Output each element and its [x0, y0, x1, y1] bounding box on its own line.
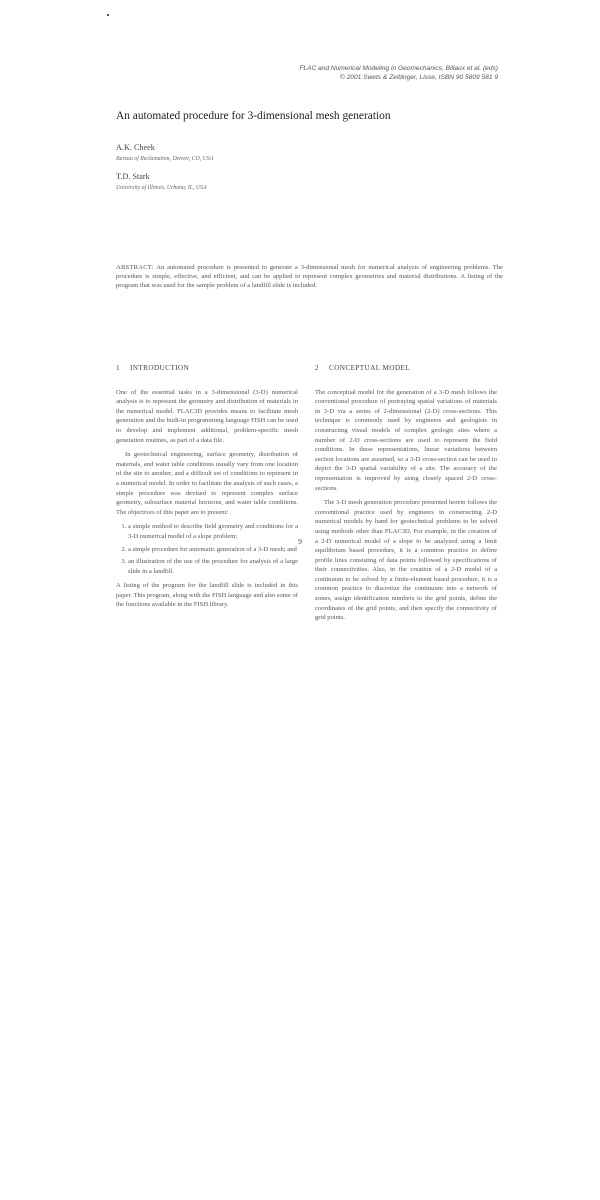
author-name-1: A.K. Cheek: [116, 143, 155, 152]
author-affiliation-2: University of Illinois, Urbana, IL, USA: [116, 185, 207, 191]
abstract: [116, 263, 503, 291]
section-title: CONCEPTUAL MODEL: [329, 364, 411, 372]
header-line-2: © 2001 Swets & Zeitlinger, Lisse, ISBN 90 5809 581 9: [339, 74, 498, 81]
list-item: 3. an illustration of the use of the procedure for analysis of a large slide in a landfill.: [128, 557, 298, 576]
paragraph: A listing of the program for the landfill slide is included in this paper. This program, along with the FISH language and also some of the functions available in the FISH library.: [116, 582, 298, 609]
abstract-label: ABSTRACT:: [116, 264, 154, 271]
paragraph: The 3-D mesh generation procedure presented herein follows the conventional practice used by engineers in constructing 2-D numerical models by hand for geotechnical problems to be solved using methods other than FLAC3D. For example, in the creation of a 2-D numerical model of a slope to be analyzed using a limit equilibrium based procedure, it is a common practice to define profile lines consisting of data points followed by specifications of their connectivities. Also, in the creation of a 2-D model of a continuum to be solved by a finite-element based procedure, it is a common practice to discretize the continuum into a network of zones, assign identification numbers to the grid points, define the coordinates of the grid points, and then specify the connectivity of grid points.: [315, 499, 497, 622]
abstract-text: An automated procedure is presented to generate a 3-dimensional mesh for numerical analysis of engineering problems. The procedure is simple, effective, and efficient, and can be applied to represent complex geometries and material distributions. A listing of the program that was used for the sample problem of a landfill slide is included.: [116, 264, 503, 290]
objectives-list: [116, 522, 298, 576]
right-column: [315, 364, 497, 628]
author-affiliation-1: Bureau of Reclamation, Denver, CO, USA: [116, 156, 214, 162]
scan-speck: [107, 14, 109, 16]
list-item: 2. a simple procedure for automatic generation of a 3-D mesh; and: [128, 545, 298, 555]
section-title: INTRODUCTION: [130, 364, 190, 372]
paragraph: One of the essential tasks in a 3-dimensional (3-D) numerical analysis is to represent the geometry and distribution of materials in the numerical model. FLAC3D provides means to facilitate mesh generation and the built-in programming language FISH can be used to develop and implement additional, problem-specific mesh generation routines, as part of a data file.: [116, 388, 298, 444]
left-column: [116, 364, 298, 615]
paper-title: An automated procedure for 3-dimensional mesh generation: [116, 110, 391, 122]
running-header: [198, 64, 498, 82]
section-heading-conceptual-model: [315, 364, 497, 374]
header-line-1: FLAC and Numerical Modeling in Geomechanics, Billaux et al. (eds): [299, 65, 498, 72]
paragraph: The conceptual model for the generation of a 3-D mesh follows the conventional procedure of portraying spatial variations of materials in 3-D via a series of 2-dimensional (2-D) cross-sections. This technique is commonly used by engineers and geologists in constructing visual models of complex geologic sites where a number of 2-D cross-sections are used to represent the field conditions. In these representations, linear variations between section locations are assumed, so a 3-D cross-section can be used to depict the 3-D spatial variability of a site. The accuracy of the representation is improved by using closely spaced 2-D cross-sections.: [315, 388, 497, 492]
section-number: 1: [116, 364, 120, 372]
section-heading-introduction: [116, 364, 298, 374]
author-name-2: T.D. Stark: [116, 172, 150, 181]
section-number: 2: [315, 364, 319, 372]
page-number: 9: [298, 537, 302, 546]
list-item: 1. a simple method to describe field geometry and conditions for a 3-D numerical model of a slope problem;: [128, 522, 298, 541]
paragraph: In geotechnical engineering, surface geometry, distribution of materials, and water table conditions usually vary from one location of the site to another, and a difficult set of conditions to represent in a numerical model. In order to facilitate the analysis of such cases, a simple procedure was devised to represent complex surface geometry, subsurface material horizons, and water table conditions. The objectives of this paper are to present:: [116, 451, 298, 516]
